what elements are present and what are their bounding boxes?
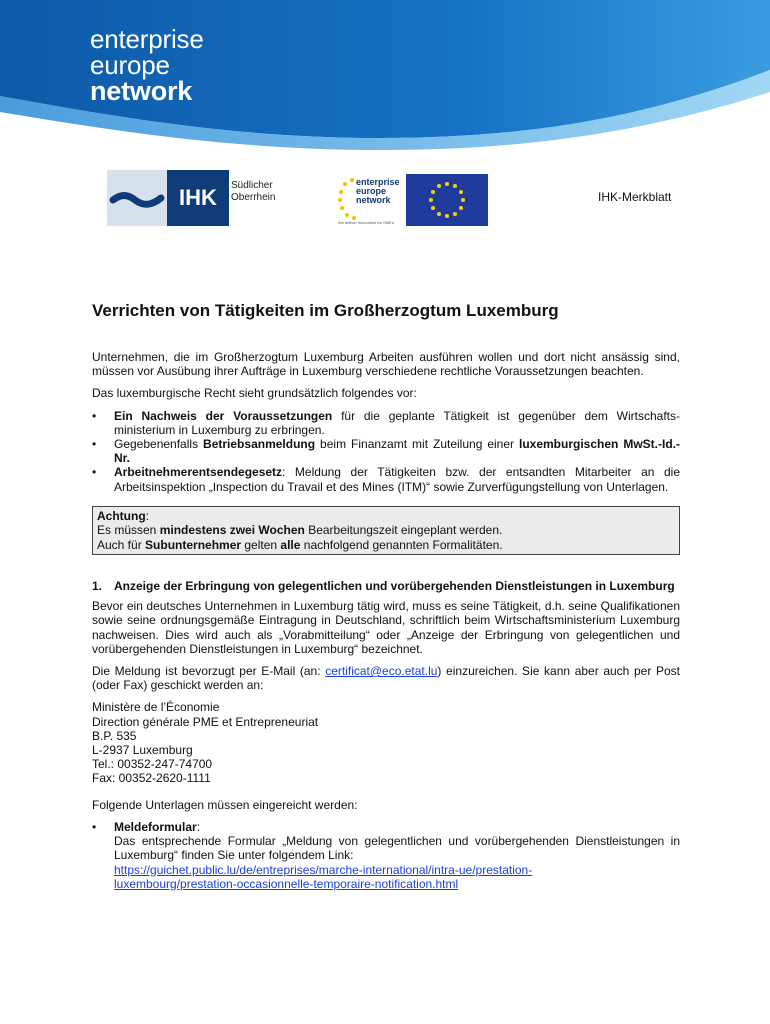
notice-line-1: Es müssen mindestens zwei Wochen Bearbeitungszeit eingeplant werden. — [97, 523, 503, 538]
logo-line-2: europe — [90, 50, 170, 80]
een-small-logo — [338, 172, 408, 226]
list-item — [92, 437, 680, 465]
item-text: beim Finanzamt mit Zuteilung einer — [315, 437, 519, 452]
een-small-tagline: We deliver innovation for SMEs — [338, 220, 394, 225]
section-title: Anzeige der Erbringung von gelegentlichen und vorübergehenden Dienstleistungen in Luxemburg — [114, 579, 675, 594]
postal-address — [92, 700, 680, 785]
ihk-region-line-2: Oberrhein — [231, 192, 276, 203]
notice-line-2: Auch für Subunternehmer gelten alle nachfolgend genannten Formalitäten. — [97, 537, 503, 552]
item-text: Gegebenenfalls — [114, 437, 204, 452]
email-link[interactable]: certificat@eco.etat.lu — [325, 664, 438, 679]
form-link[interactable]: https://guichet.public.lu/de/entreprises/marche-international/intra-ue/prestation- luxembourg/prestation-occasionnelle-temporaire-notification.html — [114, 862, 533, 891]
logo-line-1: enterprise — [90, 24, 204, 54]
item-text: : Meldung der Tätigkeiten bzw. der entsandten Mitarbeiter an die Arbeitsinspektion „Inspection du Travail et des Mines (ITM)“ sowie Zurverfügungstellung von Unterlagen. — [114, 465, 680, 494]
requirements-list — [92, 409, 680, 494]
form-label: Meldeformular — [114, 819, 197, 834]
section-paragraph-2: Die Meldung ist bevorzugt per E-Mail (an: certificat@eco.etat.lu) einzureichen. Sie kann aber auch per Post (oder Fax) geschickt werden an: — [92, 664, 680, 693]
logos-row — [0, 168, 770, 230]
address-line: Fax: 00352-2620-1111 — [92, 771, 211, 786]
notice-label: Achtung — [97, 508, 146, 523]
logo-line-3: network — [90, 76, 193, 106]
address-line: Ministère de l’Économie — [92, 700, 220, 715]
list-item: • Meldeformular: Das entsprechende Formular „Meldung von gelegentlichen und vorübergehenden Dienstleistungen in Luxemburg“ finden Sie unter folgendem Link: https://guichet.public.lu/de/entreprises/marche-international/intra-ue/prestation- luxembourg/prestation-occasionnelle-temporaire-notification.html — [92, 820, 680, 891]
address-line: B.P. 535 — [92, 728, 137, 743]
intro-paragraph: Unternehmen, die im Großherzogtum Luxemburg Arbeiten ausführen wollen und dort nicht ansässig sind, müssen vor Ausübung ihrer Aufträge in Luxemburg verschiedene rechtliche Voraussetzungen beachten. — [92, 350, 680, 379]
documents-list — [92, 820, 680, 891]
bold-term: Betriebsanmeldung — [203, 437, 316, 452]
list-item — [92, 409, 680, 437]
een-small-text — [356, 178, 400, 205]
form-description: Das entsprechende Formular „Meldung von gelegentlichen und vorübergehenden Dienstleistungen in Luxemburg“ finden Sie unter folgendem Link: — [114, 834, 680, 863]
ihk-wave-icon — [107, 170, 167, 226]
document-type-label: IHK-Merkblatt — [598, 190, 672, 204]
een-small-line-3: network — [356, 195, 391, 205]
lead-paragraph: Das luxemburgische Recht sieht grundsätzlich folgendes vor: — [92, 386, 417, 401]
een-small-line-2: europe — [356, 186, 387, 196]
address-line: L-2937 Luxemburg — [92, 743, 193, 758]
list-item — [92, 465, 680, 493]
bold-term: Arbeitnehmerentsendegesetz — [114, 465, 283, 480]
notice-heading: Achtung: — [97, 508, 149, 523]
ihk-region-line-1: Südlicher — [231, 180, 273, 191]
eu-flag-icon — [406, 174, 488, 226]
section-paragraph-1: Bevor ein deutsches Unternehmen in Luxemburg tätig wird, muss es seine Tätigkeit, d.h. seine Qualifikationen sowie seine ordnungsgemäße Eintragung in Deutschland, schriftlich beim Wirtschaftsministerium Luxemburg nachweisen. Dies wird auch als „Vorabmitteilung“ oder „Anzeige der Erbringung von gelegentlichen und vorübergehenden Dienstleistungen in Luxemburg“ bezeichnet. — [92, 599, 680, 656]
section-heading — [92, 579, 680, 593]
enterprise-europe-network-logo — [90, 26, 204, 104]
bold-term: Ein Nachweis der Voraussetzungen — [114, 408, 333, 423]
ihk-region-name — [231, 180, 275, 204]
notice-box — [92, 506, 680, 555]
bold-term: luxemburgischen MwSt.-Id.-Nr. — [114, 437, 680, 466]
address-line: Direction générale PME et Entrepreneuriat — [92, 714, 319, 729]
section-number: 1. — [92, 579, 103, 594]
een-small-line-1: enterprise — [356, 177, 400, 187]
document-body — [92, 300, 680, 903]
ihk-logo — [107, 170, 285, 226]
header-band — [0, 0, 770, 150]
documents-lead: Folgende Unterlagen müssen eingereicht werden: — [92, 797, 358, 812]
ihk-abbreviation: IHK — [167, 170, 229, 226]
document-title: Verrichten von Tätigkeiten im Großherzogtum Luxemburg — [92, 301, 559, 320]
address-line: Tel.: 00352-247-74700 — [92, 757, 213, 772]
item-text: für die geplante Tätigkeit ist gegenüber dem Wirtschafts-ministerium in Luxemburg zu erbringen. — [114, 408, 680, 437]
